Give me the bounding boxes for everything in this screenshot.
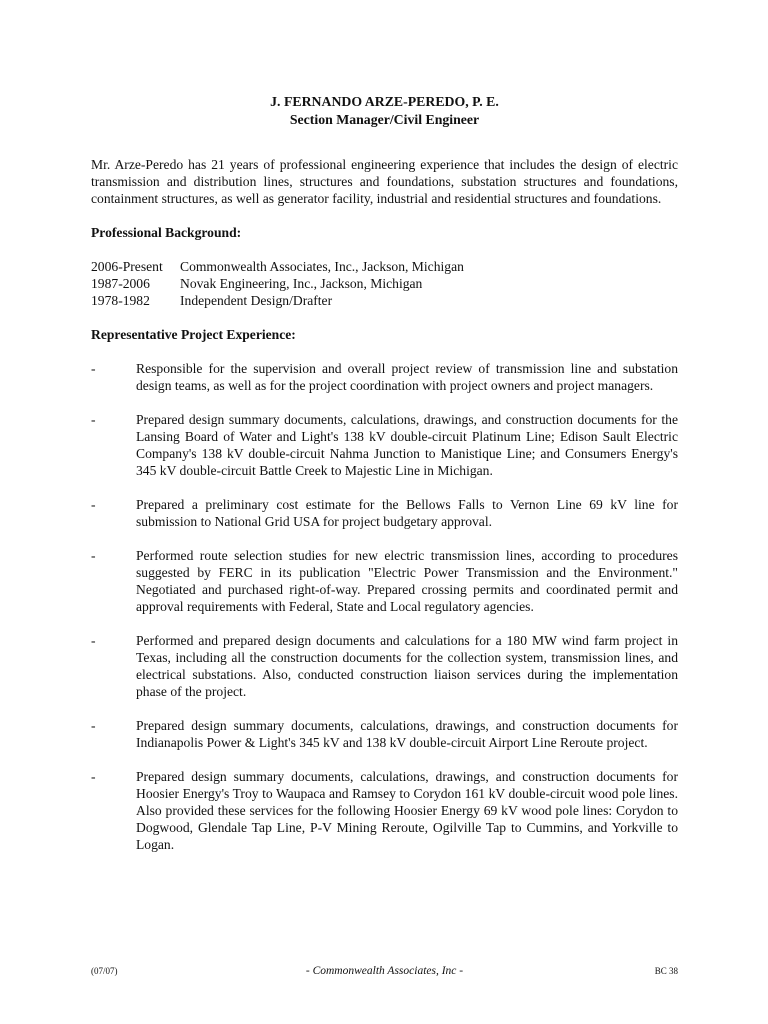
background-org: Independent Design/Drafter <box>180 293 333 308</box>
list-bullet: - <box>91 548 96 563</box>
list-item-text: Prepared design summary documents, calculations, drawings, and construction documents for the Lansing Board of Water and Light's 138 kV double-circuit Platinum Line; Edison Sault Electric Company's 138 kV double-circuit Nahma Junction to Manistique Line; and Consumers Energy's 345 kV double-circuit Battle Creek to Majestic Line in Michigan. <box>136 412 678 478</box>
background-heading: Professional Background: <box>91 225 242 240</box>
background-org: Commonwealth Associates, Inc., Jackson, Michigan <box>180 259 464 274</box>
experience-list <box>91 360 678 853</box>
background-years: 1987-2006 <box>91 276 150 291</box>
footer-code: BC 38 <box>654 966 678 976</box>
background-row <box>91 292 678 309</box>
background-row <box>91 258 678 275</box>
list-item <box>91 547 678 615</box>
footer-date: (07/07) <box>91 966 118 976</box>
list-item <box>91 411 678 479</box>
list-item-text: Performed route selection studies for new electric transmission lines, according to procedures suggested by FERC in its publication "Electric Power Transmission and the Environment." Negotiated and purchased right-of-way. Prepared crossing permits and coordinated permit and approval requirements with Federal, State and Local regulatory agencies. <box>136 548 678 614</box>
list-item-text: Performed and prepared design documents and calculations for a 180 MW wind farm project in Texas, including all the construction documents for the collection system, transmission lines, and electrical substations. Also, conducted construction liaison services during the implementation phase of the project. <box>136 633 678 699</box>
list-item-text: Prepared design summary documents, calculations, drawings, and construction documents for Hoosier Energy's Troy to Waupaca and Ramsey to Corydon 161 kV double-circuit wood pole lines. Also provided these services for the following Hoosier Energy 69 kV wood pole lines: Corydon to Dogwood, Glendale Tap Line, P-V Mining Reroute, Ogilville Tap to Cummins, and Yorkville to Logan. <box>136 769 678 852</box>
page-footer <box>91 964 678 978</box>
background-row <box>91 275 678 292</box>
list-item <box>91 717 678 751</box>
list-bullet: - <box>91 361 96 376</box>
list-item-text: Responsible for the supervision and overall project review of transmission line and substation design teams, as well as for the project coordination with project owners and project managers. <box>136 361 678 393</box>
intro-paragraph: Mr. Arze-Peredo has 21 years of professional engineering experience that includes the design of electric transmission and distribution lines, structures and foundations, substation structures and foundations, containment structures, as well as generator facility, industrial and residential structures and foundations. <box>91 157 678 206</box>
background-years: 2006-Present <box>91 259 163 274</box>
list-item <box>91 632 678 700</box>
list-item <box>91 360 678 394</box>
list-bullet: - <box>91 718 96 733</box>
person-name: J. FERNANDO ARZE-PEREDO, P. E. <box>270 94 499 109</box>
footer-company: - Commonwealth Associates, Inc - <box>305 965 464 977</box>
background-org: Novak Engineering, Inc., Jackson, Michigan <box>180 276 423 291</box>
background-table <box>91 258 678 309</box>
list-item <box>91 496 678 530</box>
list-bullet: - <box>91 412 96 427</box>
list-bullet: - <box>91 497 96 512</box>
list-bullet: - <box>91 633 96 648</box>
list-item-text: Prepared a preliminary cost estimate for the Bellows Falls to Vernon Line 69 kV line for submission to National Grid USA for project budgetary approval. <box>136 497 678 529</box>
experience-heading: Representative Project Experience: <box>91 327 296 342</box>
list-bullet: - <box>91 769 96 784</box>
list-item <box>91 768 678 853</box>
person-role: Section Manager/Civil Engineer <box>289 111 480 127</box>
list-item-text: Prepared design summary documents, calculations, drawings, and construction documents for Indianapolis Power & Light's 345 kV and 138 kV double-circuit Airport Line Reroute project. <box>136 718 678 750</box>
background-years: 1978-1982 <box>91 293 150 308</box>
resume-page <box>91 93 678 870</box>
